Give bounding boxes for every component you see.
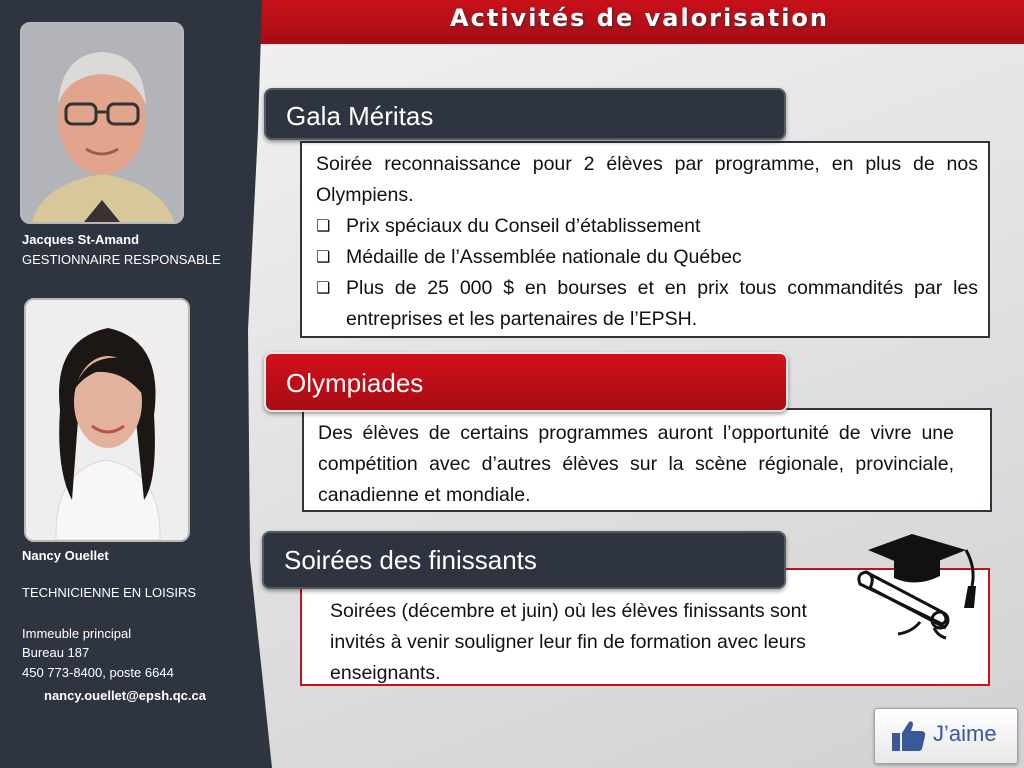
staff-panel bbox=[0, 0, 260, 768]
staff-photo-nancy bbox=[24, 298, 190, 542]
staff-role: GESTIONNAIRE RESPONSABLE bbox=[22, 252, 221, 267]
staff-role: TECHNICIENNE EN LOISIRS bbox=[22, 585, 197, 600]
staff-photo-jacques bbox=[20, 22, 184, 224]
thumbs-up-icon bbox=[891, 719, 927, 753]
staff-office: Bureau 187 bbox=[22, 645, 90, 660]
list-item: ❏ Prix spéciaux du Conseil d’établissement bbox=[316, 211, 978, 242]
page-title: Activités de valorisation bbox=[450, 4, 829, 32]
list-item: ❏ Plus de 25 000 $ en bourses et en prix tous commandités par les entreprises et les partenaires de l’EPSH. bbox=[316, 273, 978, 335]
like-label: J’aime bbox=[933, 721, 997, 746]
section-header-finissants: Soirées des finissants bbox=[262, 531, 786, 589]
checkbox-bullet-icon: ❏ bbox=[316, 218, 331, 235]
graduation-cap-icon bbox=[850, 528, 990, 640]
gala-intro: Soirée reconnaissance pour 2 élèves par programme, en plus de nos Olympiens. bbox=[316, 153, 978, 206]
title-bar bbox=[240, 0, 1024, 46]
staff-building: Immeuble principal bbox=[22, 626, 132, 641]
section-header-gala: Gala Méritas bbox=[264, 88, 786, 140]
checkbox-bullet-icon: ❏ bbox=[316, 249, 331, 266]
staff-phone: 450 773-8400, poste 6644 bbox=[22, 665, 174, 680]
section-header-olympiades: Olympiades bbox=[264, 352, 788, 412]
staff-name: Jacques St-Amand bbox=[22, 232, 140, 247]
olympiades-text: Des élèves de certains programmes auront l’opportunité de vivre une compétition avec d’autres élèves sur la scène régionale, provinciale, canadienne et mondiale. bbox=[318, 422, 954, 506]
like-button[interactable] bbox=[874, 708, 1018, 764]
gala-content-box bbox=[300, 141, 990, 338]
olympiades-content-box bbox=[302, 408, 992, 512]
finissants-text: Soirées (décembre et juin) où les élèves finissants sont invités à venir souligner leur fin de formation avec leurs enseignants. bbox=[330, 600, 807, 684]
checkbox-bullet-icon: ❏ bbox=[316, 280, 331, 297]
staff-name: Nancy Ouellet bbox=[22, 548, 109, 563]
staff-email[interactable]: nancy.ouellet@epsh.qc.ca bbox=[44, 688, 206, 703]
list-item: ❏ Médaille de l’Assemblée nationale du Québec bbox=[316, 242, 978, 273]
